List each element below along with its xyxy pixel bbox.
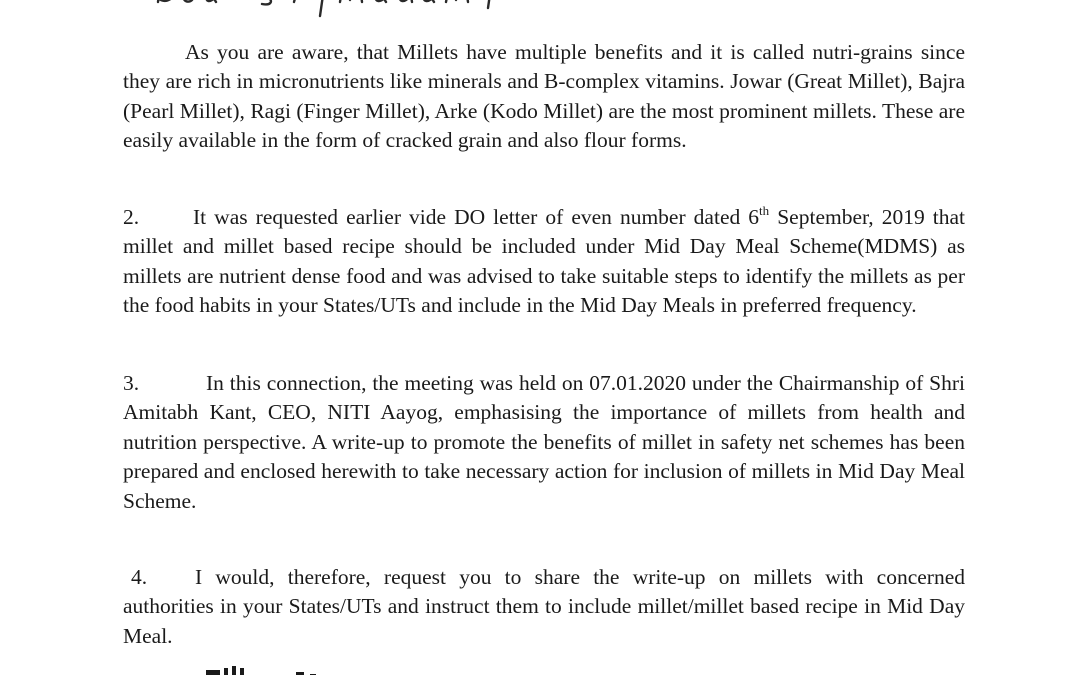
- paragraph-2-number: 2.: [123, 205, 140, 229]
- paragraph-2: [123, 203, 965, 321]
- cut-off-closing-text: [206, 662, 406, 675]
- paragraph-2-text-end: September, 2019 that millet and millet based recipe should be included under Mid Day Meal Scheme(MDMS) as millets are nutrient dense food and was advised to take suitable steps to identify the millets as per the food habits in your States/UTs and include in the Mid Day Meals in preferred frequency.: [123, 205, 965, 318]
- paragraph-1: As you are aware, that Millets have multiple benefits and it is called nutri-grains since they are rich in micronutrients like minerals and B-complex vitamins. Jowar (Great Millet), Bajra (Pearl Millet), Ragi (Finger Millet), Arke (Kodo Millet) are the most prominent millets. These are easily available in the form of cracked grain and also flour forms.: [123, 40, 965, 153]
- paragraph-4-number: 4.: [131, 565, 148, 589]
- paragraph-2-text-start: It was requested earlier vide DO letter of even number dated 6: [193, 205, 760, 229]
- paragraph-3: [123, 369, 965, 516]
- paragraph-4: [123, 563, 965, 651]
- handwritten-salutation: [150, 0, 510, 18]
- paragraph-3-number: 3.: [123, 371, 140, 395]
- paragraph-4-text: I would, therefore, request you to share the write-up on millets with concerned authorities in your States/UTs and instruct them to include millet/millet based recipe in Mid Day Meal.: [123, 565, 965, 648]
- ordinal-superscript: th: [759, 203, 770, 218]
- paragraph-3-text: In this connection, the meeting was held on 07.01.2020 under the Chairmanship of Shri Amitabh Kant, CEO, NITI Aayog, emphasising the importance of millets from health and nutrition perspective. A write-up to promote the benefits of millet in safety net schemes has been prepared and enclosed herewith to take necessary action for inclusion of millets in Mid Day Meal Scheme.: [123, 371, 965, 513]
